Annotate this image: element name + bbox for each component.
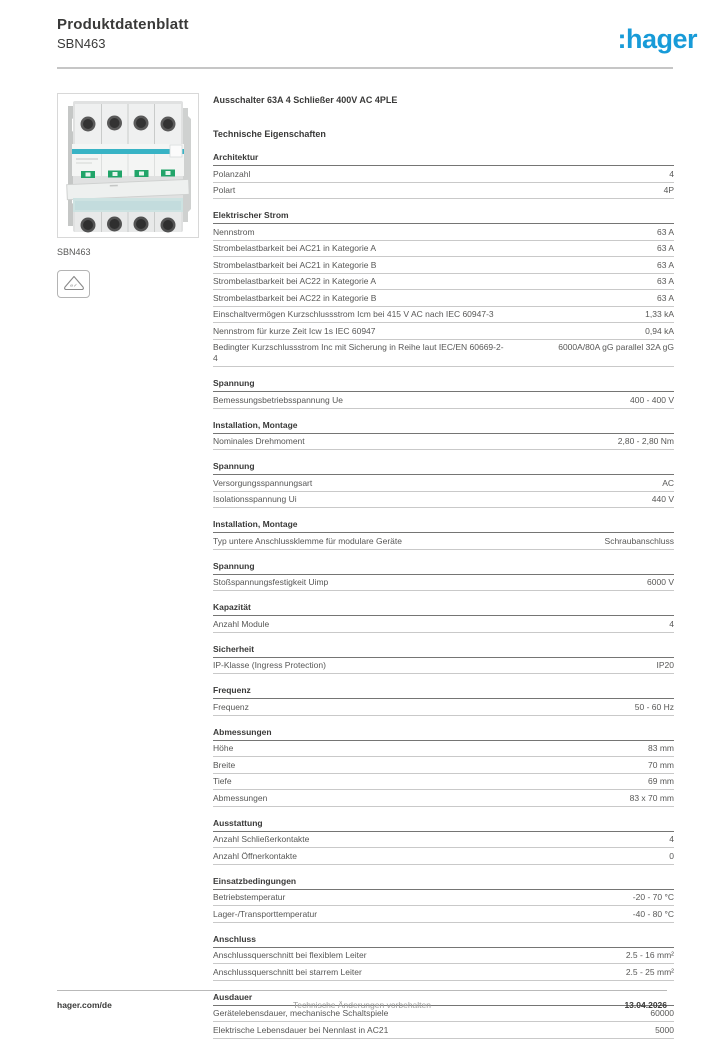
- section-title: Spannung: [213, 561, 674, 575]
- spec-section: [213, 561, 674, 592]
- spec-label: Anzahl Öffnerkontakte: [213, 851, 517, 862]
- spec-row: [213, 790, 674, 807]
- section-rows: [213, 699, 674, 716]
- spec-row: [213, 774, 674, 791]
- spec-label: IP-Klasse (Ingress Protection): [213, 660, 517, 671]
- section-rows: [213, 392, 674, 409]
- spec-label: Anzahl Schließerkontakte: [213, 834, 517, 845]
- section-title: Kapazität: [213, 602, 674, 616]
- spec-row: [213, 948, 674, 965]
- section-rows: [213, 475, 674, 508]
- spec-row: [213, 1022, 674, 1039]
- spec-label: Abmessungen: [213, 793, 517, 804]
- spec-label: Versorgungsspannungsart: [213, 478, 517, 489]
- spec-section: [213, 644, 674, 675]
- spec-value: 0: [669, 851, 674, 862]
- section-title: Installation, Montage: [213, 420, 674, 434]
- spec-value: 6000A/80A gG parallel 32A gG: [558, 342, 674, 353]
- spec-value: AC: [662, 478, 674, 489]
- spec-value: 6000 V: [647, 577, 674, 588]
- section-rows: [213, 832, 674, 865]
- section-rows: [213, 1006, 674, 1039]
- spec-row: [213, 274, 674, 291]
- spec-value: 2.5 - 25 mm²: [626, 967, 674, 978]
- spec-value: 1,33 kA: [645, 309, 674, 320]
- spec-row: [213, 166, 674, 183]
- spec-value: 440 V: [652, 494, 674, 505]
- spec-row: [213, 340, 674, 368]
- spec-section: [213, 685, 674, 716]
- page-header: [57, 16, 697, 51]
- spec-label: Polanzahl: [213, 169, 517, 180]
- product-reference: SBN463: [57, 36, 697, 51]
- spec-row: [213, 323, 674, 340]
- spec-label: Anzahl Module: [213, 619, 517, 630]
- spec-value: 2,80 - 2,80 Nm: [618, 436, 674, 447]
- spec-value: 50 - 60 Hz: [635, 702, 674, 713]
- spec-row: [213, 257, 674, 274]
- spec-main: [213, 93, 674, 1050]
- spec-row: [213, 183, 674, 200]
- spec-row: [213, 290, 674, 307]
- section-rows: [213, 741, 674, 807]
- spec-value: 4: [669, 619, 674, 630]
- spec-value: 4P: [664, 185, 674, 196]
- spec-label: Nominales Drehmoment: [213, 436, 517, 447]
- section-title: Ausdauer: [213, 992, 674, 1006]
- spec-label: Höhe: [213, 743, 517, 754]
- spec-value: 4: [669, 834, 674, 845]
- section-rows: [213, 575, 674, 592]
- spec-value: 2.5 - 16 mm²: [626, 950, 674, 961]
- spec-value: 83 x 70 mm: [630, 793, 674, 804]
- section-title: Anschluss: [213, 934, 674, 948]
- spec-row: [213, 475, 674, 492]
- spec-row: [213, 434, 674, 451]
- spec-section: [213, 519, 674, 550]
- spec-value: -40 - 80 °C: [633, 909, 674, 920]
- spec-value: -20 - 70 °C: [633, 892, 674, 903]
- spec-section: [213, 602, 674, 633]
- spec-row: [213, 658, 674, 675]
- spec-label: Polart: [213, 185, 517, 196]
- section-title: Installation, Montage: [213, 519, 674, 533]
- document-type-title: Produktdatenblatt: [57, 16, 697, 33]
- spec-label: Elektrische Lebensdauer bei Nennlast in AC21: [213, 1025, 517, 1036]
- spec-label: Nennstrom: [213, 227, 517, 238]
- section-rows: [213, 434, 674, 451]
- spec-label: Breite: [213, 760, 517, 771]
- spec-label: Strombelastbarkeit bei AC22 in Kategorie A: [213, 276, 517, 287]
- header-divider: [57, 67, 673, 69]
- section-rows: [213, 533, 674, 550]
- spec-row: [213, 241, 674, 258]
- spec-label: Gerätelebensdauer, mechanische Schaltspiele: [213, 1008, 517, 1019]
- section-title: Einsatzbedingungen: [213, 876, 674, 890]
- spec-value: 83 mm: [648, 743, 674, 754]
- spec-value: 4: [669, 169, 674, 180]
- spec-value: 63 A: [657, 243, 674, 254]
- section-title: Sicherheit: [213, 644, 674, 658]
- spec-row: [213, 492, 674, 509]
- footer-notice: Technische Änderungen vorbehalten: [57, 1000, 667, 1010]
- footer-website: hager.com/de: [57, 1000, 112, 1010]
- spec-label: Typ untere Anschlussklemme für modulare Geräte: [213, 536, 517, 547]
- spec-value: 70 mm: [648, 760, 674, 771]
- spec-label: Frequenz: [213, 702, 517, 713]
- spec-label: Stoßspannungsfestigkeit Uimp: [213, 577, 517, 588]
- spec-label: Tiefe: [213, 776, 517, 787]
- spec-value: 0,94 kA: [645, 326, 674, 337]
- section-title: Spannung: [213, 461, 674, 475]
- spec-row: [213, 533, 674, 550]
- teal-brand-stripe: [72, 149, 184, 154]
- spec-section: [213, 152, 674, 199]
- spec-label: Einschaltvermögen Kurzschlussstrom Icm bei 415 V AC nach IEC 60947-3: [213, 309, 517, 320]
- spec-value: 5000: [655, 1025, 674, 1036]
- spec-value: 400 - 400 V: [630, 395, 674, 406]
- spec-row: [213, 392, 674, 409]
- section-rows: [213, 890, 674, 923]
- spec-row: [213, 848, 674, 865]
- hager-logo: :hager: [617, 24, 697, 55]
- section-rows: [213, 616, 674, 633]
- certification-mark-icon: [57, 270, 90, 298]
- spec-label: Strombelastbarkeit bei AC22 in Kategorie B: [213, 293, 517, 304]
- spec-label: Nennstrom für kurze Zeit Icw 1s IEC 60947: [213, 326, 517, 337]
- section-rows: [213, 166, 674, 199]
- spec-label: Bemessungsbetriebsspannung Ue: [213, 395, 517, 406]
- spec-row: [213, 307, 674, 324]
- spec-label: Betriebstemperatur: [213, 892, 517, 903]
- spec-row: [213, 757, 674, 774]
- spec-value: IP20: [657, 660, 675, 671]
- switch-product-illustration: [58, 94, 198, 237]
- spec-row: [213, 964, 674, 981]
- spec-value: 63 A: [657, 260, 674, 271]
- product-title: Ausschalter 63A 4 Schließer 400V AC 4PLE: [213, 95, 674, 105]
- spec-row: [213, 224, 674, 241]
- spec-section: [213, 876, 674, 923]
- spec-row: [213, 575, 674, 592]
- section-rows: [213, 224, 674, 367]
- spec-section: [213, 934, 674, 981]
- spec-value: Schraubanschluss: [605, 536, 674, 547]
- spec-sections: [213, 152, 674, 1039]
- spec-value: 60000: [650, 1008, 674, 1019]
- product-panel: [57, 93, 199, 298]
- spec-label: Anschlussquerschnitt bei starrem Leiter: [213, 967, 517, 978]
- page-footer: [57, 990, 667, 1010]
- spec-row: [213, 906, 674, 923]
- spec-section: [213, 818, 674, 865]
- product-image-caption: SBN463: [57, 247, 199, 257]
- spec-label: Isolationsspannung Ui: [213, 494, 517, 505]
- footer-date: 13.04.2026: [624, 1000, 667, 1010]
- spec-row: [213, 699, 674, 716]
- spec-value: 69 mm: [648, 776, 674, 787]
- spec-label: Lager-/Transporttemperatur: [213, 909, 517, 920]
- svg-text:℮✓: ℮✓: [70, 283, 77, 289]
- spec-label: Strombelastbarkeit bei AC21 in Kategorie A: [213, 243, 517, 254]
- spec-row: [213, 832, 674, 849]
- section-title: Abmessungen: [213, 727, 674, 741]
- spec-row: [213, 616, 674, 633]
- product-image: [57, 93, 199, 238]
- section-rows: [213, 948, 674, 981]
- spec-label: Bedingter Kurzschlussstrom Inc mit Sicherung in Reihe laut IEC/EN 60669-2-4: [213, 342, 517, 364]
- spec-section: [213, 420, 674, 451]
- section-title: Spannung: [213, 378, 674, 392]
- section-title: Architektur: [213, 152, 674, 166]
- spec-label: Anschlussquerschnitt bei flexiblem Leiter: [213, 950, 517, 961]
- spec-section: [213, 378, 674, 409]
- section-rows: [213, 658, 674, 675]
- spec-value: 63 A: [657, 276, 674, 287]
- footer-divider: [57, 990, 667, 991]
- section-title: Elektrischer Strom: [213, 210, 674, 224]
- spec-label: Strombelastbarkeit bei AC21 in Kategorie B: [213, 260, 517, 271]
- spec-value: 63 A: [657, 227, 674, 238]
- spec-value: 63 A: [657, 293, 674, 304]
- spec-row: [213, 890, 674, 907]
- section-title: Ausstattung: [213, 818, 674, 832]
- spec-section: [213, 461, 674, 508]
- section-title: Frequenz: [213, 685, 674, 699]
- spec-section: [213, 727, 674, 807]
- technical-properties-heading: Technische Eigenschaften: [213, 129, 674, 139]
- spec-row: [213, 741, 674, 758]
- spec-section: [213, 210, 674, 367]
